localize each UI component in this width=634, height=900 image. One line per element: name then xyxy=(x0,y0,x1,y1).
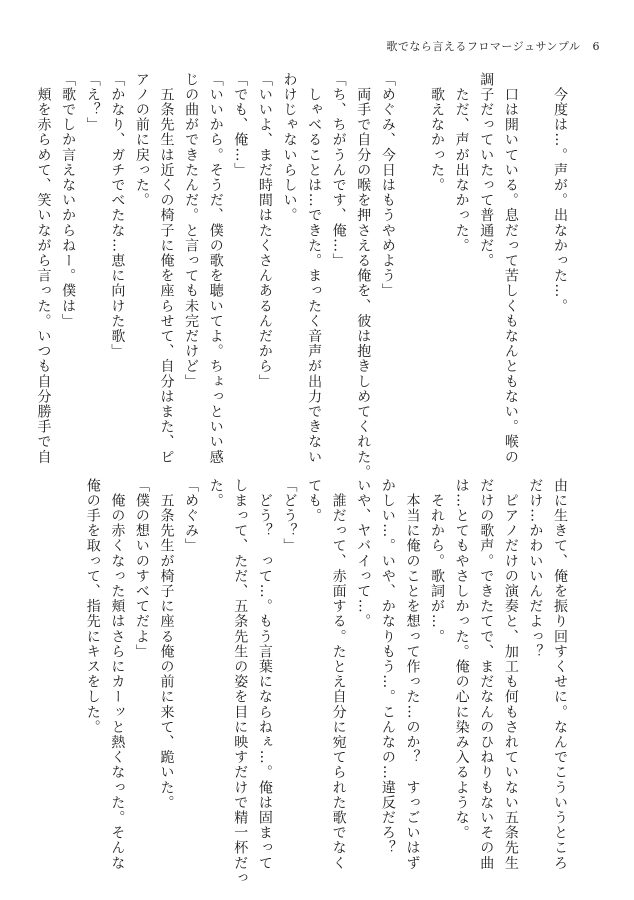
lower-text-line: 五条先生が椅子に座る俺の前に来て、跪いた。 xyxy=(158,478,175,811)
lower-text-line: た。 xyxy=(207,478,224,509)
lower-text-line: 誰だって、赤面する。たとえ自分に宛てられた歌でなく xyxy=(330,478,347,871)
upper-text-line: しゃべることは…できた。まったく音声が出力できない xyxy=(306,72,323,465)
lower-text-line: 本当に俺のことを想って作った…のか？ すっごいはず xyxy=(404,478,421,871)
upper-text-line: 「いいから。そうだ、僕の歌を聴いてよ。ちょっといい感 xyxy=(207,72,224,465)
upper-text-line: 「めぐみ、今日はもうやめよう」 xyxy=(379,72,396,299)
lower-text-line: だけの歌声。できたてで、まだなんのひねりもないその曲 xyxy=(478,478,495,871)
upper-text-line: じの曲ができたんだ。と言っても未完だけど」 xyxy=(183,72,200,390)
upper-text-line xyxy=(523,72,548,452)
upper-text-line: ただ、声が出なかった。 xyxy=(453,72,470,254)
upper-text-line: 口は開いている。息だって苦しくもなんともない。喉の xyxy=(502,72,519,465)
lower-text-line: は…とてもやさしかった。俺の心に染み入るような。 xyxy=(453,478,470,841)
lower-text-line: 俺の手を取って、指先にキスをした。 xyxy=(84,478,101,735)
upper-text-line: わけじゃないらしい。 xyxy=(281,72,298,223)
text-block-upper xyxy=(35,72,572,480)
upper-text-line: 歌えなかった。 xyxy=(429,72,446,193)
upper-text-line: 今度は…。声が。出なかった…。 xyxy=(552,72,568,314)
book-title: 歌でなら言えるフロマージュサンプル xyxy=(386,40,581,53)
lower-text-line: だけ…かわいいんだよっ？ xyxy=(527,478,544,660)
upper-text-line: 「え？」 xyxy=(84,72,101,133)
lower-text-line: ても。 xyxy=(306,478,323,524)
upper-text-line: 「いいよ、まだ時間はたくさんあるんだから」 xyxy=(256,72,273,390)
upper-text-line xyxy=(400,72,425,452)
upper-text-line: 五条先生は近くの椅子に俺を座らせて、自分はまた、ピ xyxy=(158,72,175,465)
lower-text-line: いや、ヤバイって…。 xyxy=(355,478,372,629)
lower-text-line: どう？ って…。もう言葉にならねぇ…。俺は固まって xyxy=(256,478,273,871)
upper-text-line: 頬を赤らめて、笑いながら言った。いつも自分勝手で自 xyxy=(35,72,52,465)
text-block-lower xyxy=(77,478,572,886)
page-number: 6 xyxy=(592,40,600,53)
lower-text-line: ピアノだけの演奏と、加工も何もされていない五条先生 xyxy=(502,478,519,871)
upper-text-line: 調子だっていたって普通だ。 xyxy=(478,72,495,269)
upper-text-line: 「歌でしか言えないからねー。僕は」 xyxy=(60,72,77,329)
upper-text-line: アノの前に戻った。 xyxy=(133,72,150,208)
lower-text-line: 俺の赤くなった頬はさらにカーッと熱くなった。そんな xyxy=(109,478,126,871)
running-header xyxy=(386,38,600,54)
upper-text-line: 両手で自分の喉を押さえる俺を、彼は抱きしめてくれた。 xyxy=(355,72,372,480)
lower-text-line: それから。歌詞が…。 xyxy=(429,478,446,645)
lower-text-line: 「僕の想いのすべてだよ」 xyxy=(133,478,150,660)
upper-text-line: 「ち、ちがうんです、俺…」 xyxy=(330,72,347,269)
upper-text-line: 「かなり、ガチでべたな…恵に向けた歌」 xyxy=(109,72,126,359)
lower-text-line: 「めぐみ」 xyxy=(183,478,200,554)
lower-text-line: 「どう？」 xyxy=(281,478,298,554)
upper-text-line: 「でも、俺…」 xyxy=(232,72,249,178)
lower-text-line: しまって、ただ、五条先生の姿を目に映すだけで精一杯だっ xyxy=(232,478,249,886)
lower-text-line: かしい…。いや、かなりもう…。こんなの…違反だろ？ xyxy=(379,478,396,856)
lower-text-line: 由に生きて、俺を振り回すくせに。なんでこういうところ xyxy=(552,478,568,871)
